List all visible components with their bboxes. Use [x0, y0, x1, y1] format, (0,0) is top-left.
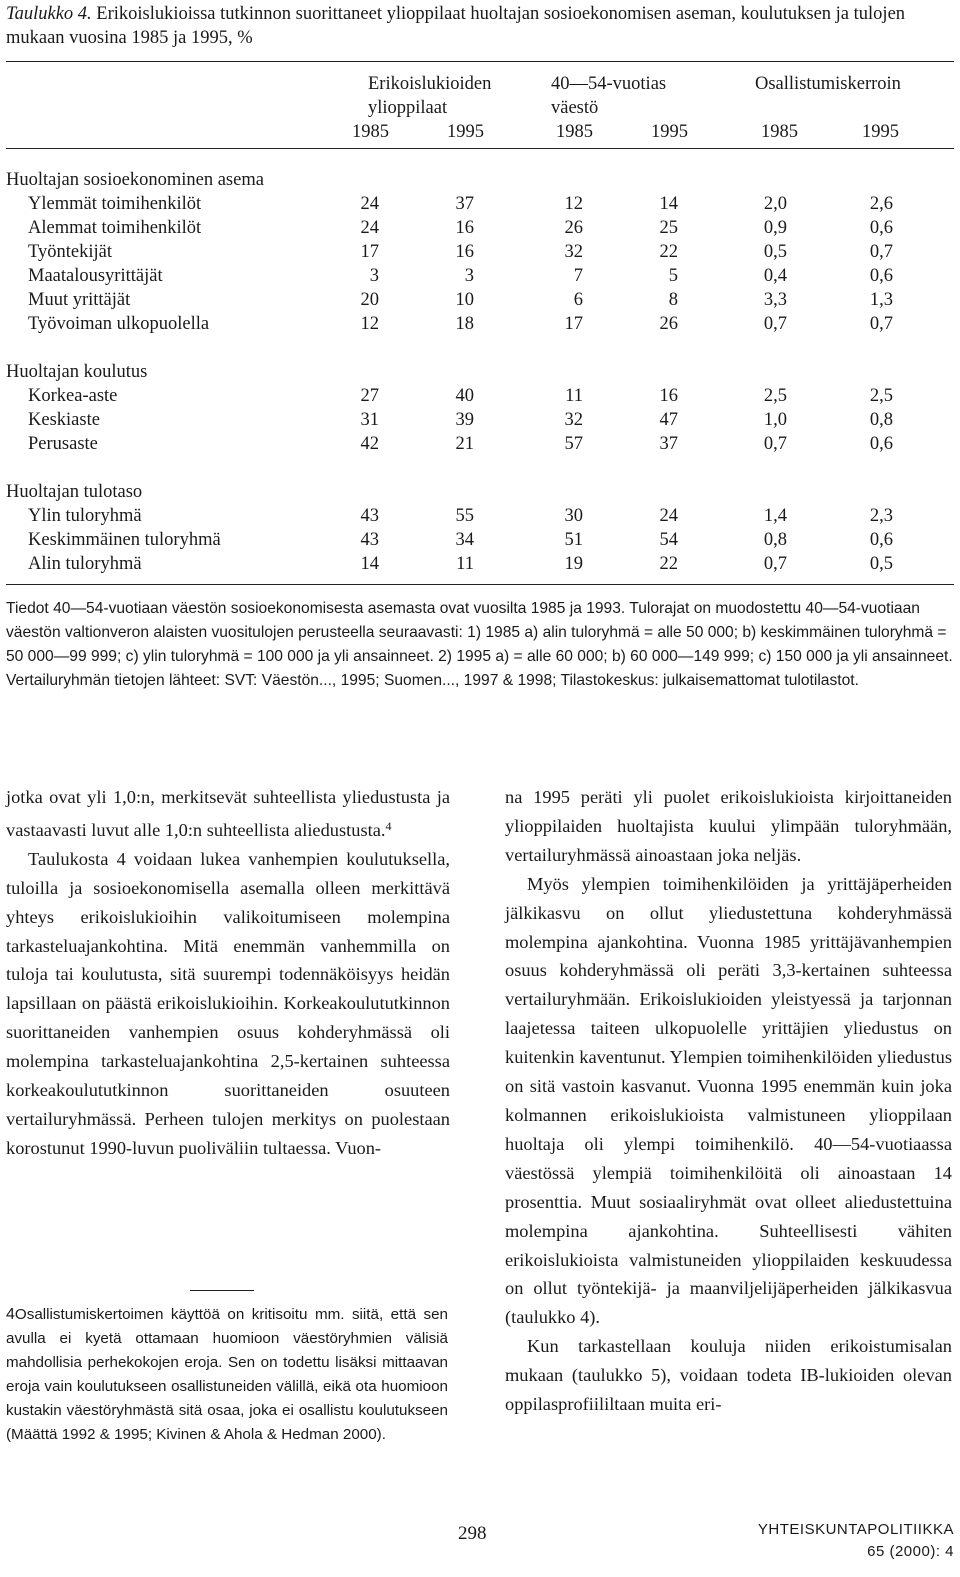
row-label: Korkea-aste: [28, 386, 118, 406]
cell: 26: [659, 314, 678, 334]
cell: 24: [360, 218, 379, 238]
cell: 32: [564, 410, 583, 430]
cell: 43: [360, 530, 379, 550]
row-label: Työntekijät: [28, 242, 112, 262]
header-year: 1995: [651, 122, 688, 142]
header-rule: [6, 148, 954, 149]
cell: 21: [455, 434, 474, 454]
row-label: Perusaste: [28, 434, 98, 454]
footnote-mark: 4: [6, 1306, 15, 1323]
header-year: 1985: [761, 122, 798, 142]
footnote-rule: [190, 1290, 254, 1291]
row-label: Muut yrittäjät: [28, 290, 131, 310]
cell: 31: [360, 410, 379, 430]
section-title: Huoltajan koulutus: [6, 362, 148, 382]
caption-label: Taulukko 4.: [6, 4, 92, 24]
right-paragraph: Myös ylempien toimihenkilöiden ja yrittäjäperheiden jälkikasvu on ollut yliedustettuna kohderyhmässä molempina ajankohtina. Vuonna 1985 yrittäjävanhempien osuus kohderyhmässä oli peräti 3,3-kertainen suhteessa vertailuryhmään. Erikoislukioiden yleistyessä ja tarjonnan laajetessa taiteen ulkopuolelle yrittäjien yliedustus on kuitenkin kaventunut. Ylempien toimihenkilöiden yliedustus on sitä vastoin kasvanut. Vuonna 1995 enemmän kuin joka kolmannen erikoislukioista valmistuneen ylioppilaan huoltaja oli ylempi toimihenkilö. 40—54-vuotiaassa väestössä ylempiä toimihenkilöitä oli ainoastaan 14 prosenttia. Muut sosiaaliryhmät ovat olleet aliedustettuina molempina ajankohtina. Suhteellisesti vähiten erikoislukioista valmistuneiden ylioppilaiden keskuudessa on ollut työntekijä- ja maanviljelijäperheiden jälkikasvua (taulukko 4).: [505, 873, 952, 1328]
table-row: [0, 240, 960, 264]
cell: 2,0: [763, 194, 787, 214]
cell: 14: [659, 194, 678, 214]
cell: 2,3: [869, 506, 893, 526]
cell: 2,5: [869, 386, 893, 406]
row-label: Ylemmät toimihenkilöt: [28, 194, 202, 214]
header-year: 1985: [352, 122, 389, 142]
header-year: 1995: [862, 122, 899, 142]
cell: 40: [455, 386, 474, 406]
cell: 0,7: [763, 434, 787, 454]
cell: 34: [455, 530, 474, 550]
cell: 17: [360, 242, 379, 262]
footnote-text: Osallistumiskertoimen käyttöä on kritisoitu mm. siitä, että sen avulla ei kyetä ottamaan huomioon väestöryhmien välisiä mahdollisia perhekokojen eroja. Sen on todettu lisäksi mittaavan eroja vain koulutukseen osallistuneiden välillä, eikä ota huomioon kustakin väestöryhmästä sitä osaa, joka ei osallistu koulutukseen (Määttä 1992 & 1995; Kivinen & Ahola & Hedman 2000).: [6, 1306, 448, 1443]
journal-info: [758, 1519, 954, 1563]
cell: 43: [360, 506, 379, 526]
cell: 10: [455, 290, 474, 310]
footnote: [6, 1303, 448, 1447]
cell: 2,5: [763, 386, 787, 406]
cell: 0,5: [869, 554, 893, 574]
cell: 16: [455, 218, 474, 238]
cell: 22: [659, 554, 678, 574]
cell: 0,6: [869, 530, 893, 550]
left-paragraph-text: jotka ovat yli 1,0:n, merkitsevät suhteellista yliedustusta ja vastaavasti luvut alle 1,0:n suhteellista aliedustusta.: [6, 787, 450, 840]
cell: 3: [369, 266, 379, 286]
cell: 0,7: [763, 314, 787, 334]
cell: 0,7: [763, 554, 787, 574]
cell: 24: [360, 194, 379, 214]
table-row: [0, 288, 960, 312]
journal-issue: 65 (2000): 4: [867, 1543, 954, 1560]
cell: 0,5: [763, 242, 787, 262]
cell: 26: [564, 218, 583, 238]
cell: 19: [564, 554, 583, 574]
table-caption: [6, 2, 954, 50]
header-group1-line2: ylioppilaat: [368, 98, 448, 118]
cell: 12: [360, 314, 379, 334]
cell: 11: [565, 386, 583, 406]
cell: 0,4: [763, 266, 787, 286]
row-label: Maatalousyrittäjät: [28, 266, 163, 286]
cell: 47: [659, 410, 678, 430]
table-row: [0, 552, 960, 576]
cell: 0,6: [869, 266, 893, 286]
cell: 8: [668, 290, 678, 310]
row-label: Keskimmäinen tuloryhmä: [28, 530, 221, 550]
table-row: [0, 408, 960, 432]
page-number: 298: [458, 1523, 487, 1544]
journal-title: YHTEISKUNTAPOLITIIKKA: [757, 1521, 954, 1538]
cell: 55: [455, 506, 474, 526]
cell: 54: [659, 530, 678, 550]
cell: 7: [573, 266, 583, 286]
cell: 0,6: [869, 218, 893, 238]
cell: 2,6: [869, 194, 893, 214]
cell: 6: [573, 290, 583, 310]
caption-text: Erikoislukioissa tutkinnon suorittaneet ylioppilaat huoltajan sosioekonomisen aseman, koulutuksen ja tulojen mukaan vuosina 1985 ja 1995, %: [6, 4, 906, 48]
table-row: [0, 264, 960, 288]
cell: 3: [464, 266, 474, 286]
left-paragraph: [6, 783, 450, 845]
cell: 14: [360, 554, 379, 574]
cell: 0,7: [869, 242, 893, 262]
table-row: [0, 384, 960, 408]
row-label: Keskiaste: [28, 410, 100, 430]
cell: 11: [456, 554, 474, 574]
row-label: Työvoiman ulkopuolella: [28, 314, 210, 334]
cell: 57: [564, 434, 583, 454]
table-row: [0, 312, 960, 336]
cell: 17: [564, 314, 583, 334]
section-title: Huoltajan tulotaso: [6, 482, 143, 502]
cell: 0,8: [763, 530, 787, 550]
header-group1-line1: Erikoislukioiden: [368, 74, 492, 94]
cell: 37: [455, 194, 474, 214]
table-row: [0, 192, 960, 216]
cell: 16: [455, 242, 474, 262]
cell: 37: [659, 434, 678, 454]
table-bottom-rule: [6, 584, 954, 585]
right-column: [505, 783, 952, 1419]
cell: 0,6: [869, 434, 893, 454]
header-year: 1995: [447, 122, 484, 142]
table-note: Tiedot 40—54-vuotiaan väestön sosioekonomisesta asemasta ovat vuosilta 1985 ja 1993. Tulorajat on muodostettu 40—54-vuotiaan väestön valtionveron alaisten vuositulojen perusteella seuraavasti: 1) 1985 a) alin tuloryhmä = alle 50 000; b) keskimmäinen tuloryhmä = 50 000—99 999; c) ylin tuloryhmä = 100 000 ja yli ansainneet. 2) 1995 a) = alle 60 000; b) 60 000—149 999; c) 150 000 ja yli ansainneet. Vertailuryhmän tietojen lähteet: SVT: Väestön..., 1995; Suomen..., 1997 & 1998; Tilastokeskus: julkaisemattomat tulotilastot.: [6, 600, 953, 689]
cell: 22: [659, 242, 678, 262]
cell: 24: [659, 506, 678, 526]
cell: 39: [455, 410, 474, 430]
cell: 0,8: [869, 410, 893, 430]
cell: 1,0: [763, 410, 787, 430]
cell: 1,3: [869, 290, 893, 310]
cell: 51: [564, 530, 583, 550]
header-group2-line2: väestö: [551, 98, 599, 118]
cell: 25: [659, 218, 678, 238]
cell: 1,4: [763, 506, 787, 526]
left-column: [6, 783, 450, 1163]
cell: 0,7: [869, 314, 893, 334]
section-title: Huoltajan sosioekonominen asema: [6, 170, 264, 190]
table-row: [0, 216, 960, 240]
right-paragraph: na 1995 peräti yli puolet erikoislukioista kirjoittaneiden ylioppilaiden huoltajista kuului ylimpään tuloryhmään, vertailuryhmässä ainoastaan joka neljäs.: [505, 787, 952, 865]
cell: 0,9: [763, 218, 787, 238]
table-row: [0, 504, 960, 528]
header-group2-line1: 40—54-vuotias: [551, 74, 667, 94]
cell: 27: [360, 386, 379, 406]
cell: 30: [564, 506, 583, 526]
cell: 20: [360, 290, 379, 310]
table-row: [0, 528, 960, 552]
cell: 16: [659, 386, 678, 406]
cell: 5: [668, 266, 678, 286]
header-group3: Osallistumiskerroin: [755, 74, 901, 94]
row-label: Ylin tuloryhmä: [28, 506, 142, 526]
left-paragraph: Taulukosta 4 voidaan lukea vanhempien koulutuksella, tuloilla ja sosioekonomisella asemalla olleen merkittävä yhteys erikoislukioihin valikoitumiseen molempina tarkasteluajankohtina. Mitä enemmän vanhemmilla on tuloja tai koulutusta, sitä suurempi todennäköisyys heidän lapsillaan on päästä erikoislukioihin. Korkeakoulututkinnon suorittaneiden vanhempien osuus kohderyhmässä oli molempina tarkasteluajankohtina 2,5-kertainen suhteessa korkeakoulututkinnon suorittaneiden osuuteen vertailuryhmässä. Perheen tulojen merkitys on puolestaan korostunut 1990-luvun puoliväliin tultaessa. Vuon-: [6, 848, 450, 1158]
cell: 12: [564, 194, 583, 214]
cell: 32: [564, 242, 583, 262]
row-label: Alemmat toimihenkilöt: [28, 218, 202, 238]
cell: 3,3: [763, 290, 787, 310]
table-row: [0, 432, 960, 456]
footnote-reference: 4: [385, 818, 392, 833]
header-year: 1985: [556, 122, 593, 142]
cell: 18: [455, 314, 474, 334]
cell: 42: [360, 434, 379, 454]
table-top-rule: [6, 61, 954, 62]
row-label: Alin tuloryhmä: [28, 554, 142, 574]
right-paragraph: Kun tarkastellaan kouluja niiden erikoistumisalan mukaan (taulukko 5), voidaan todeta IB-lukioiden olevan oppilasprofiililtaan muita eri-: [505, 1336, 952, 1415]
